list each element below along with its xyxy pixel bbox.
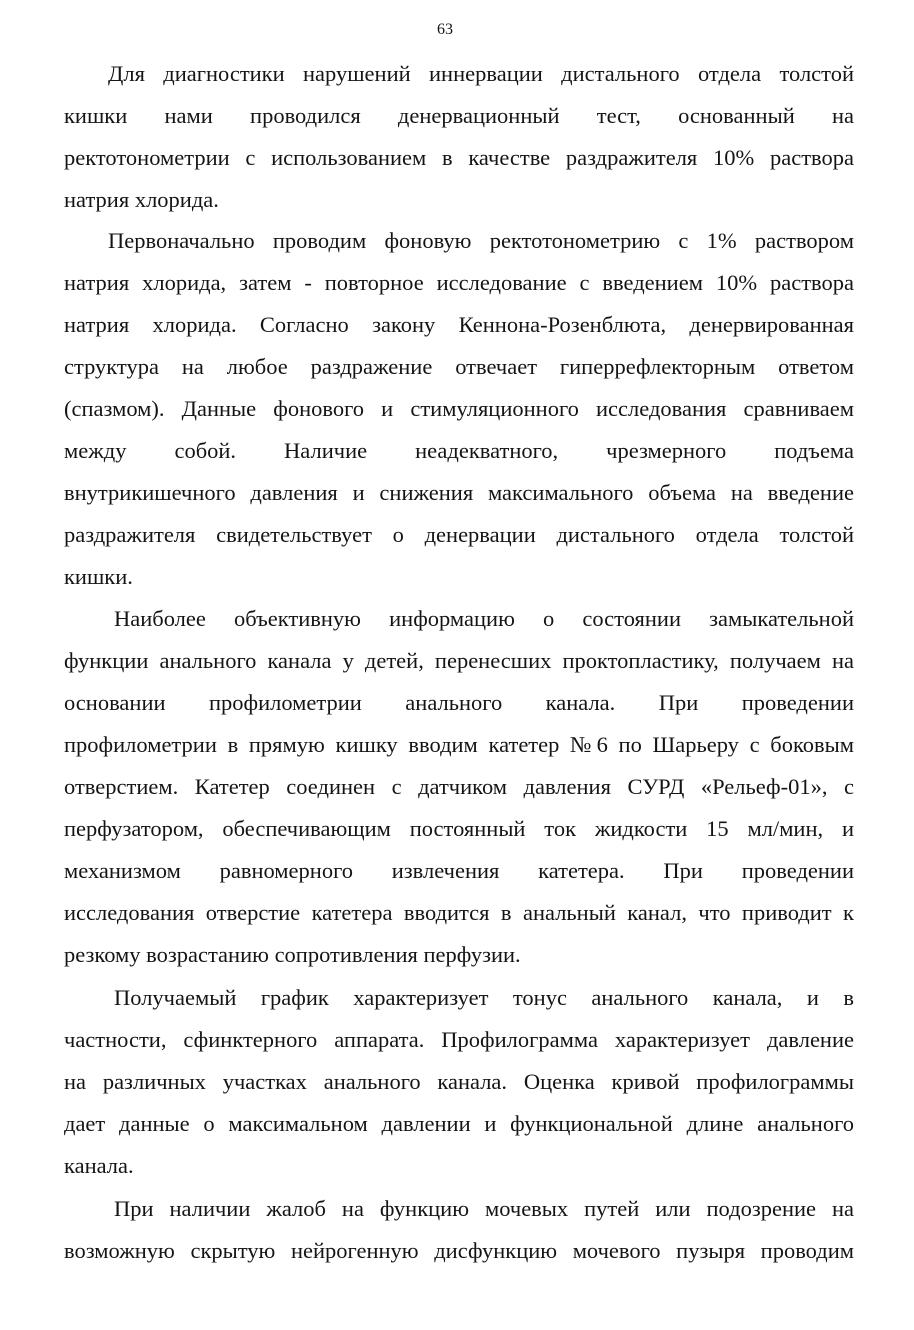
text-line: функции анального канала у детей, перенесших проктопластику, получаем на: [64, 648, 854, 673]
text-line: Получаемый график характеризует тонус анального канала, и в: [114, 985, 854, 1010]
text-line: Для диагностики нарушений иннервации дистального отдела толстой: [108, 61, 854, 86]
text-line: основании профилометрии анального канала. При проведении: [64, 690, 854, 715]
text-line: возможную скрытую нейрогенную дисфункцию мочевого пузыря проводим: [64, 1238, 854, 1263]
text-line: перфузатором, обеспечивающим постоянный ток жидкости 15 мл/мин, и: [64, 816, 854, 841]
text-line: кишки.: [64, 564, 133, 589]
text-line: раздражителя свидетельствует о денервации дистального отдела толстой: [64, 522, 854, 547]
text-line: резкому возрастанию сопротивления перфузии.: [64, 942, 521, 967]
text-line: натрия хлорида, затем - повторное исследование с введением 10% раствора: [64, 270, 854, 295]
text-line: профилометрии в прямую кишку вводим катетер №6 по Шарьеру с боковым: [64, 732, 854, 757]
page-number: 63: [437, 21, 453, 38]
text-line: кишки нами проводился денервационный тест, основанный на: [64, 103, 854, 128]
text-line: исследования отверстие катетера вводится в анальный канал, что приводит к: [64, 900, 854, 925]
text-line: между собой. Наличие неадекватного, чрезмерного подъема: [64, 438, 854, 463]
text-line: на различных участках анального канала. Оценка кривой профилограммы: [64, 1069, 854, 1094]
text-line: дает данные о максимальном давлении и функциональной длине анального: [64, 1111, 854, 1136]
text-line: (спазмом). Данные фонового и стимуляционного исследования сравниваем: [64, 396, 854, 421]
text-line: отверстием. Катетер соединен с датчиком давления СУРД «Рельеф-01», с: [64, 774, 854, 799]
text-line: Наиболее объективную информацию о состоянии замыкательной: [114, 606, 854, 631]
text-line: Первоначально проводим фоновую ректотонометрию с 1% раствором: [108, 228, 854, 253]
text-line: структура на любое раздражение отвечает гиперрефлекторным ответом: [64, 354, 854, 379]
text-line: натрия хлорида. Согласно закону Кеннона-Розенблюта, денервированная: [64, 312, 854, 337]
text-line: натрия хлорида.: [64, 187, 219, 212]
text-line: внутрикишечного давления и снижения максимального объема на введение: [64, 480, 854, 505]
text-line: При наличии жалоб на функцию мочевых путей или подозрение на: [114, 1196, 854, 1221]
text-line: ректотонометрии с использованием в качестве раздражителя 10% раствора: [64, 145, 854, 170]
text-line: частности, сфинктерного аппарата. Профилограмма характеризует давление: [64, 1027, 854, 1052]
text-line: механизмом равномерного извлечения катетера. При проведении: [64, 858, 854, 883]
text-line: канала.: [64, 1153, 134, 1178]
